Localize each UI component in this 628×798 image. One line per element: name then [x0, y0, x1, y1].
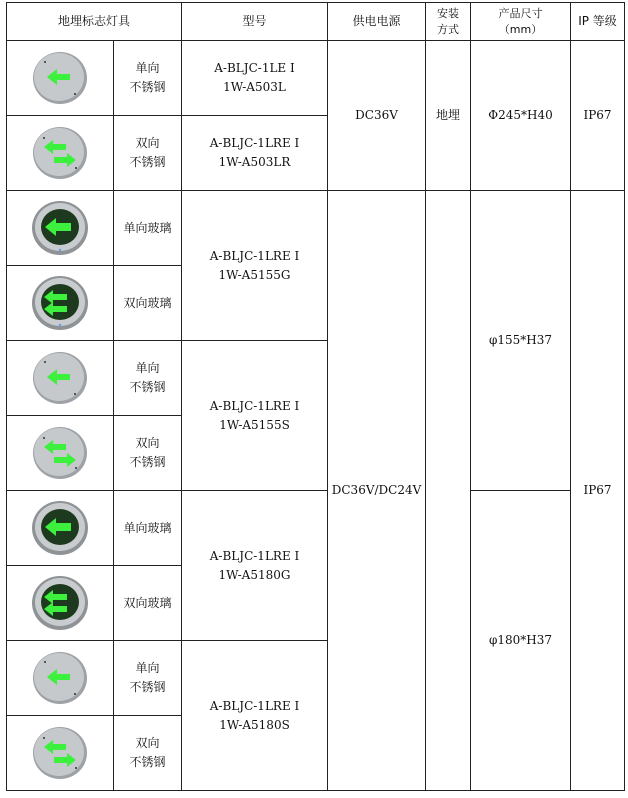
install-cell: 地埋 — [426, 41, 471, 191]
header-size-line2: （mm） — [498, 22, 543, 36]
model-line1: A-BLJC-1LRE Ⅰ — [209, 398, 300, 413]
single-arrow-stainless-icon — [30, 348, 90, 408]
fixture-desc-line2: 不锈钢 — [129, 455, 166, 469]
model-line2: 1W-A503L — [223, 80, 286, 94]
double-arrow-stainless-icon — [30, 723, 90, 783]
fixture-image-cell — [7, 341, 114, 416]
fixture-image-cell — [7, 491, 114, 566]
fixture-image-cell — [7, 641, 114, 716]
model-line1: A-BLJC-1LRE Ⅰ — [209, 136, 300, 150]
fixture-desc-line2: 不锈钢 — [129, 380, 166, 394]
fixture-desc — [114, 566, 182, 641]
fixture-image-cell — [7, 566, 114, 641]
table-row — [7, 491, 625, 566]
fixture-desc-line2: 不锈钢 — [129, 155, 166, 169]
header-install-line1: 安装 — [437, 6, 460, 20]
fixture-desc-line1: 双向 — [135, 436, 160, 450]
table-row — [7, 191, 625, 266]
model-line2: 1W-A5180S — [219, 717, 290, 732]
fixture-desc — [114, 416, 182, 491]
install-cell — [426, 191, 471, 791]
model-line1: A-BLJC-1LRE Ⅰ — [209, 248, 300, 263]
model-cell — [182, 41, 328, 116]
fixture-image-cell — [7, 266, 114, 341]
fixture-desc-line1: 单向玻璃 — [123, 220, 172, 235]
ip-cell: IP67 — [571, 41, 625, 191]
fixture-desc-line2: 不锈钢 — [129, 680, 166, 694]
fixture-image-cell — [7, 41, 114, 116]
fixture-image-cell — [7, 416, 114, 491]
header-power: 供电电源 — [328, 3, 426, 41]
header-row — [7, 3, 625, 41]
double-arrow-stainless-icon — [30, 423, 90, 483]
single-arrow-stainless-icon — [30, 48, 90, 108]
model-cell — [182, 641, 328, 791]
header-fixture: 地埋标志灯具 — [7, 3, 182, 41]
model-line1: A-BLJC-1LE Ⅰ — [214, 61, 295, 75]
fixture-desc-line1: 双向玻璃 — [123, 595, 172, 610]
fixture-desc — [114, 41, 182, 116]
fixture-desc — [114, 266, 182, 341]
double-arrow-stainless-icon — [30, 123, 90, 183]
single-arrow-stainless-icon — [30, 648, 90, 708]
fixture-desc-line2: 不锈钢 — [129, 80, 166, 94]
fixture-desc — [114, 191, 182, 266]
model-line2: 1W-A5155S — [219, 417, 290, 432]
model-line2: 1W-A5180G — [218, 567, 291, 582]
model-cell — [182, 116, 328, 191]
fixture-desc-line1: 双向 — [135, 736, 160, 750]
model-line1: A-BLJC-1LRE Ⅰ — [209, 548, 300, 563]
fixture-desc — [114, 116, 182, 191]
fixture-desc — [114, 491, 182, 566]
power-cell: DC36V/DC24V — [328, 191, 426, 791]
model-line1: A-BLJC-1LRE Ⅰ — [209, 698, 300, 713]
fixture-desc — [114, 341, 182, 416]
table-row — [7, 41, 625, 116]
single-arrow-glass-icon — [30, 498, 90, 558]
model-cell — [182, 191, 328, 341]
fixture-desc-line1: 单向 — [135, 361, 160, 375]
double-arrow-glass-icon — [30, 573, 90, 633]
fixture-image-cell — [7, 716, 114, 791]
product-spec-table — [6, 2, 625, 791]
fixture-desc-line1: 双向玻璃 — [123, 295, 172, 310]
model-cell — [182, 491, 328, 641]
ip-cell: IP67 — [571, 191, 625, 791]
size-cell: φ180*H37 — [471, 491, 571, 791]
header-size — [471, 3, 571, 41]
header-install — [426, 3, 471, 41]
power-cell: DC36V — [328, 41, 426, 191]
single-arrow-glass-icon — [30, 198, 90, 258]
size-cell: Φ245*H40 — [471, 41, 571, 191]
fixture-desc-line1: 双向 — [135, 136, 160, 150]
model-line2: 1W-A5155G — [218, 267, 291, 282]
size-cell: φ155*H37 — [471, 191, 571, 491]
fixture-image-cell — [7, 191, 114, 266]
model-cell — [182, 341, 328, 491]
fixture-image-cell — [7, 116, 114, 191]
fixture-desc-line1: 单向 — [135, 661, 160, 675]
fixture-desc — [114, 641, 182, 716]
fixture-desc — [114, 716, 182, 791]
header-install-line2: 方式 — [437, 22, 460, 36]
fixture-desc-line1: 单向 — [135, 61, 160, 75]
header-size-line1: 产品尺寸 — [498, 6, 543, 20]
model-line2: 1W-A503LR — [218, 155, 291, 169]
fixture-desc-line1: 单向玻璃 — [123, 520, 172, 535]
fixture-desc-line2: 不锈钢 — [129, 755, 166, 769]
header-ip: IP 等级 — [571, 3, 625, 41]
double-arrow-glass-icon — [30, 273, 90, 333]
header-model: 型号 — [182, 3, 328, 41]
